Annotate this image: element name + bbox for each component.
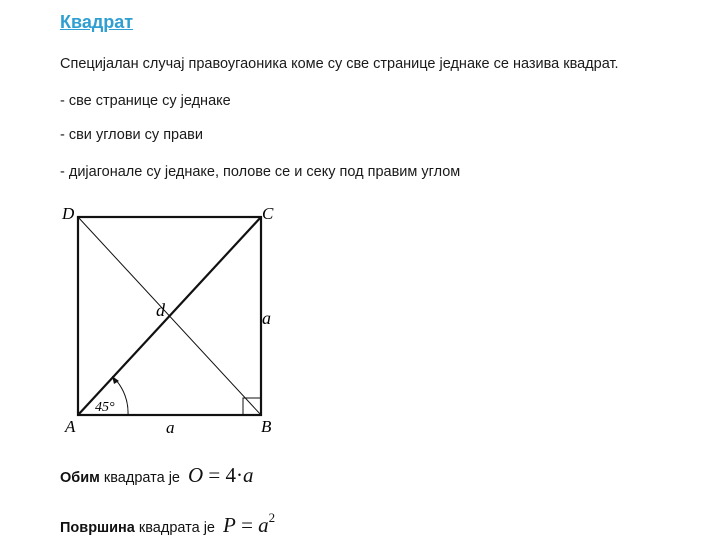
area-lhs: P: [222, 513, 236, 537]
area-rhs: a: [258, 513, 269, 537]
page-title: Квадрат: [60, 12, 134, 32]
vertex-label-a: A: [65, 417, 76, 436]
perimeter-expression: [188, 463, 254, 487]
vertex-label-c: C: [262, 204, 274, 223]
area-eq: =: [235, 513, 259, 537]
side-label-right: a: [262, 308, 271, 328]
property-item: - дијагонале су једнаке, полове се и секу под правим углом: [60, 164, 461, 180]
property-item: - све странице су једнаке: [60, 93, 231, 109]
perimeter-formula: [60, 463, 254, 488]
area-label-rest: квадрата је: [134, 520, 215, 536]
area-formula: [60, 512, 275, 538]
perimeter-lhs: O: [187, 463, 204, 487]
perimeter-rhs: a: [243, 463, 254, 487]
definition-text: Специјалан случај правоугаоника коме су све странице једнаке се назива квадрат.: [60, 56, 619, 72]
angle-label: 45°: [95, 400, 115, 415]
vertex-label-d: D: [62, 204, 75, 223]
diagonal-label: d: [156, 300, 165, 320]
area-expression: [222, 510, 276, 537]
side-label-bottom: a: [166, 418, 175, 437]
perimeter-label-rest: квадрата је: [99, 470, 180, 486]
property-item: - сви углови су прави: [60, 127, 203, 143]
perimeter-eq: = 4·: [203, 463, 243, 487]
vertex-label-b: B: [261, 417, 272, 436]
area-exponent: 2: [268, 510, 276, 525]
angle-arc: [115, 379, 128, 415]
perimeter-label: Обим: [60, 470, 100, 486]
area-label: Површина: [60, 520, 135, 536]
